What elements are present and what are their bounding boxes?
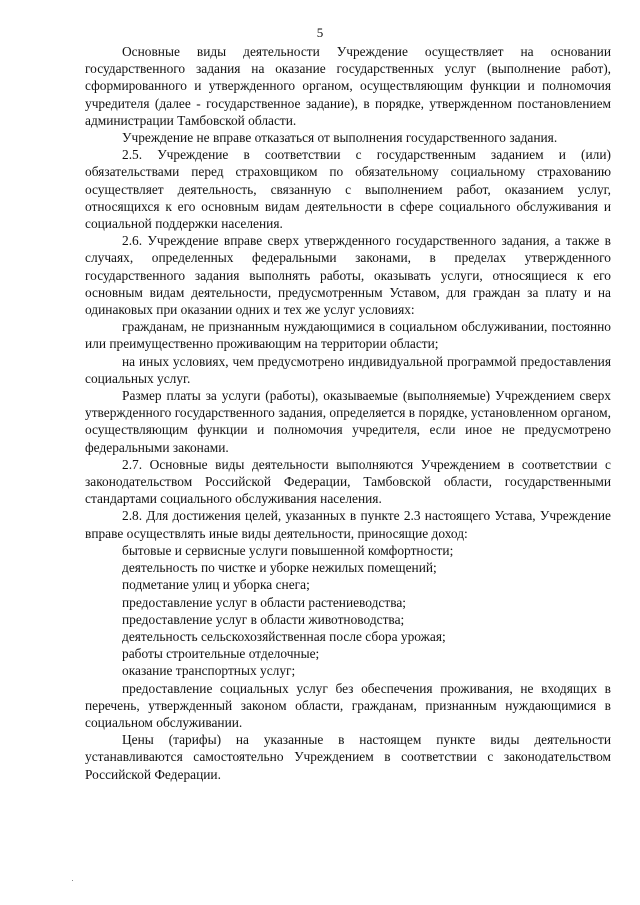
list-item: предоставление услуг в области животноводства; [122, 611, 405, 627]
paragraph-2-8: 2.8. Для достижения целей, указанных в пункте 2.3 настоящего Устава, Учреждение вправе осуществлять иные виды деятельности, приносящие доход: [85, 508, 611, 541]
paragraph-fee: Размер платы за услуги (работы), оказываемые (выполняемые) Учреждением сверх утвержденного государственного задания, определяется в порядке, установленном органом, осуществляющим функции и полномочия учредителя, если иное не предусмотрено федеральными законами. [85, 388, 611, 455]
paragraph-social-services: предоставление социальных услуг без обеспечения проживания, не входящих в перечень, утвержденный законом области, гражданам, признанным нуждающимися в социальном обслуживании. [85, 680, 611, 730]
paragraph-2-7: 2.7. Основные виды деятельности выполняются Учреждением в соответствии с законодательством Российской Федерации, Тамбовской области, государственными стандартами социального обслуживания населения. [85, 456, 611, 507]
paragraph-2-6: 2.6. Учреждение вправе сверх утвержденного государственного задания, а также в случаях, определенных федеральными законами, в пределах утвержденного государственного задания выполнять работы, оказывать услуги, относящиеся к его основным видам деятельности, предусмотренным Уставом, для граждан за плату и на одинаковых при оказании одних и тех же услуг условиях: [85, 233, 611, 318]
paragraph-no-refusal: Учреждение не вправе отказаться от выполнения государственного задания. [122, 130, 558, 146]
document-body [85, 43, 611, 783]
paragraph-other-conditions: на иных условиях, чем предусмотрено индивидуальной программой предоставления социальных услуг. [85, 353, 611, 386]
paragraph-prices: Цены (тарифы) на указанные в настоящем пункте виды деятельности устанавливаются самостоятельно Учреждением в соответствии с законодательством Российской Федерации. [85, 732, 611, 782]
paragraph-basis: Основные виды деятельности Учреждение осуществляет на основании государственного задания на оказание государственных услуг (выполнение работ), сформированного и утвержденного органом, осуществляющим функции и полномочия учредителя (далее - государственное задание), в порядке, утвержденном постановлением администрации Тамбовской области. [85, 44, 611, 128]
paragraph-citizens: гражданам, не признанным нуждающимися в социальном обслуживании, постоянно или преимущественно проживающим на территории области; [85, 319, 611, 352]
list-item: оказание транспортных услуг; [122, 663, 296, 679]
list-item: деятельность по чистке и уборке нежилых помещений; [122, 560, 437, 576]
scan-speck [72, 880, 73, 881]
list-item: работы строительные отделочные; [122, 646, 320, 662]
list-item: предоставление услуг в области растениеводства; [122, 594, 407, 610]
list-item: бытовые и сервисные услуги повышенной комфортности; [122, 542, 454, 558]
paragraph-2-5: 2.5. Учреждение в соответствии с государственным заданием и (или) обязательствами перед страховщиком по обязательному социальному страхованию осуществляет деятельность, связанную с выполнением работ, оказанием услуг, относящихся к его основным видам деятельности в сфере социального обслуживания и социальной поддержки населения. [85, 147, 611, 232]
list-item: подметание улиц и уборка снега; [122, 577, 310, 593]
page-number: 5 [316, 25, 324, 40]
list-item: деятельность сельскохозяйственная после сбора урожая; [122, 628, 446, 644]
